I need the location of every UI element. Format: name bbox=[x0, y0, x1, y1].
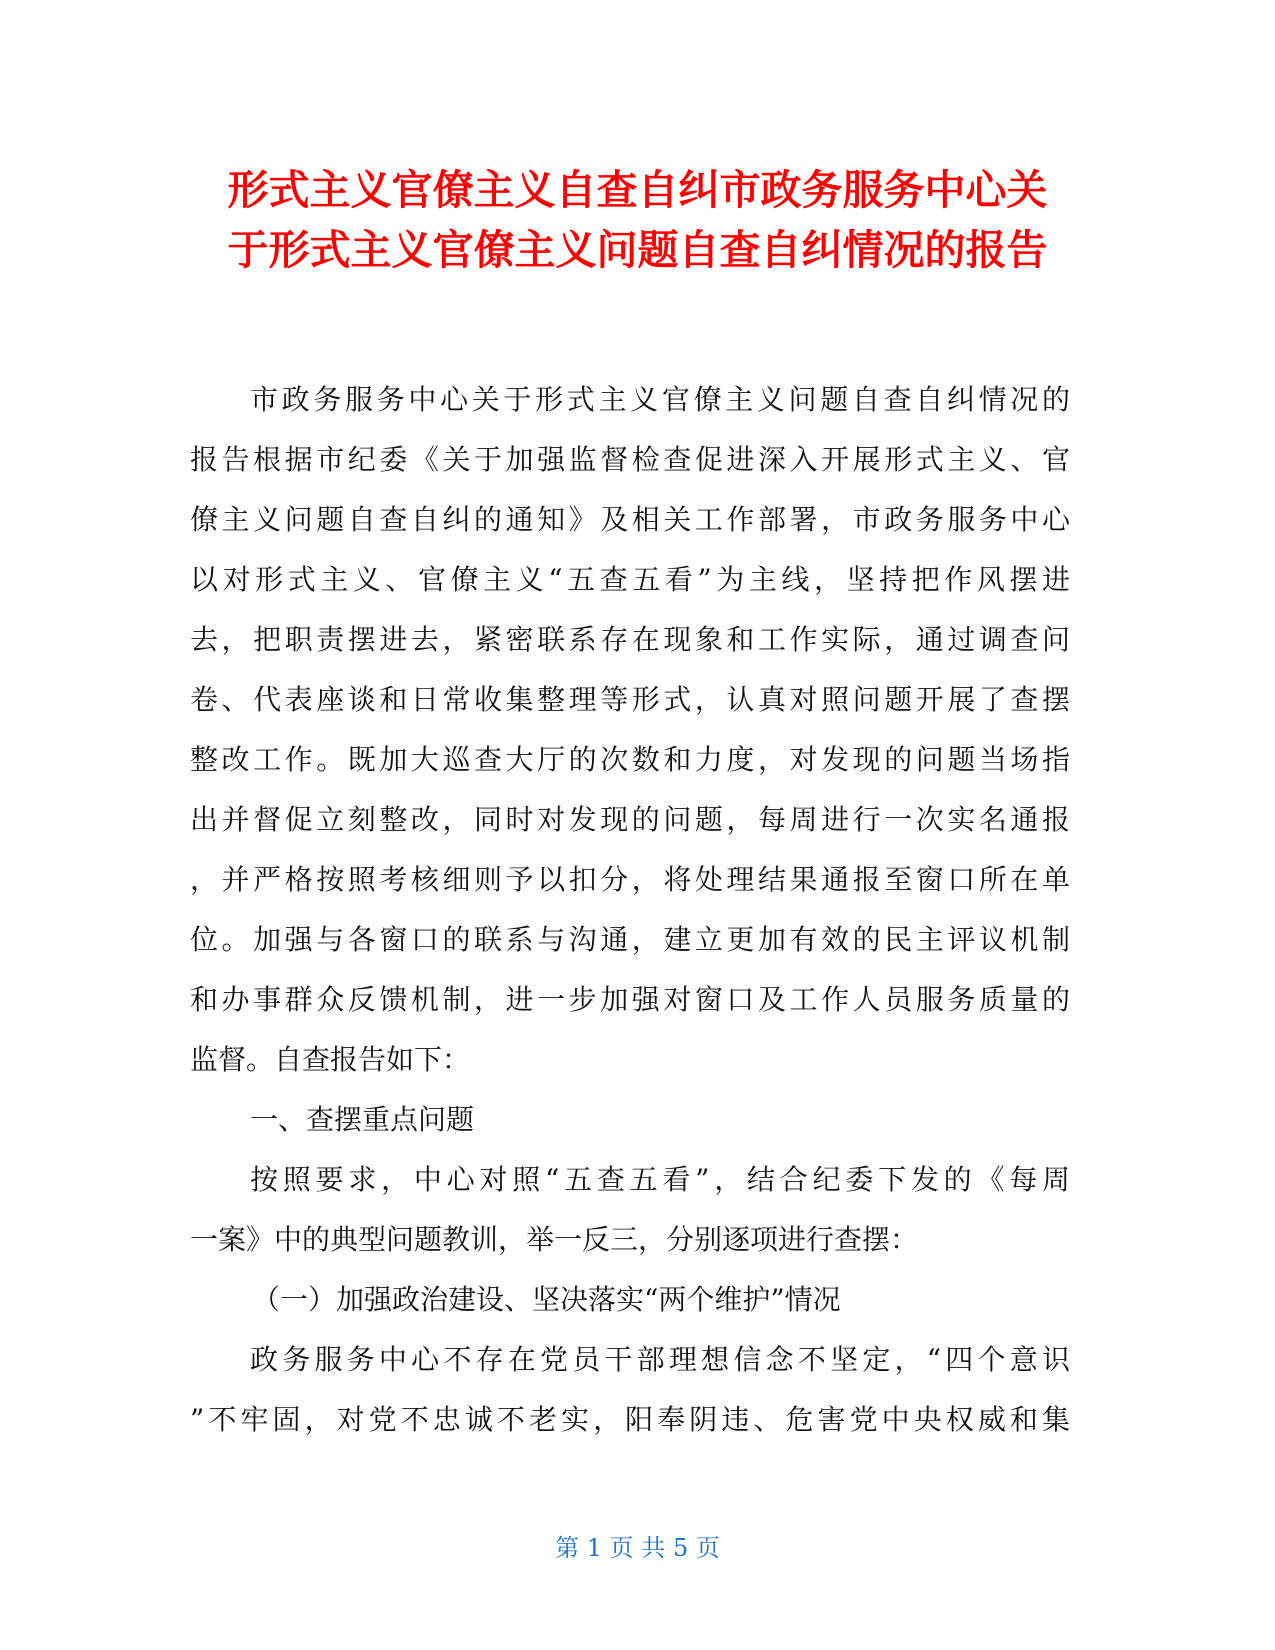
subsection-heading: （一）加强政治建设、坚决落实“两个维护”情况 bbox=[252, 1283, 841, 1316]
paragraph-line: 出并督促立刻整改，同时对发现的问题，每周进行一次实名通报 bbox=[190, 803, 1070, 836]
paragraph-line: 以对形式主义、官僚主义“五查五看”为主线，坚持把作风摆进 bbox=[190, 563, 1070, 596]
paragraph-line: 一案》中的典型问题教训，举一反三，分别逐项进行查摆： bbox=[190, 1223, 919, 1256]
paragraph-line: 整改工作。既加大巡查大厅的次数和力度，对发现的问题当场指 bbox=[190, 743, 1070, 776]
paragraph-line: ”不牢固，对党不忠诚不老实，阳奉阴违、危害党中央权威和集 bbox=[190, 1403, 1070, 1436]
paragraph-line: 去，把职责摆进去，紧密联系存在现象和工作实际，通过调查问 bbox=[190, 623, 1070, 656]
paragraph-line: 报告根据市纪委《关于加强监督检查促进深入开展形式主义、官 bbox=[190, 443, 1070, 476]
section-heading: 一、查摆重点问题 bbox=[250, 1103, 475, 1136]
paragraph-line: 僚主义问题自查自纠的通知》及相关工作部署，市政务服务中心 bbox=[190, 503, 1070, 536]
paragraph-line: 和办事群众反馈机制，进一步加强对窗口及工作人员服务质量的 bbox=[190, 983, 1070, 1016]
paragraph-line: ，并严格按照考核细则予以扣分，将处理结果通报至窗口所在单 bbox=[190, 863, 1070, 896]
title-line-1: 形式主义官僚主义自查自纠市政务服务中心关 bbox=[227, 166, 1048, 214]
paragraph-line: 政务服务中心不存在党员干部理想信念不坚定，“四个意识 bbox=[250, 1343, 1070, 1376]
title-line-2: 于形式主义官僚主义问题自查自纠情况的报告 bbox=[227, 226, 1048, 274]
paragraph-line: 监督。自查报告如下： bbox=[190, 1043, 471, 1076]
paragraph-line: 按照要求，中心对照“五查五看”，结合纪委下发的《每周 bbox=[250, 1163, 1070, 1196]
document-body bbox=[190, 370, 1070, 1450]
paragraph-line: 卷、代表座谈和日常收集整理等形式，认真对照问题开展了查摆 bbox=[190, 683, 1070, 716]
page-footer: 第 1 页 共 5 页 bbox=[555, 1534, 720, 1562]
document-title bbox=[180, 160, 1095, 280]
paragraph-line: 位。加强与各窗口的联系与沟通，建立更加有效的民主评议机制 bbox=[190, 923, 1070, 956]
paragraph-line: 市政务服务中心关于形式主义官僚主义问题自查自纠情况的 bbox=[250, 383, 1070, 416]
